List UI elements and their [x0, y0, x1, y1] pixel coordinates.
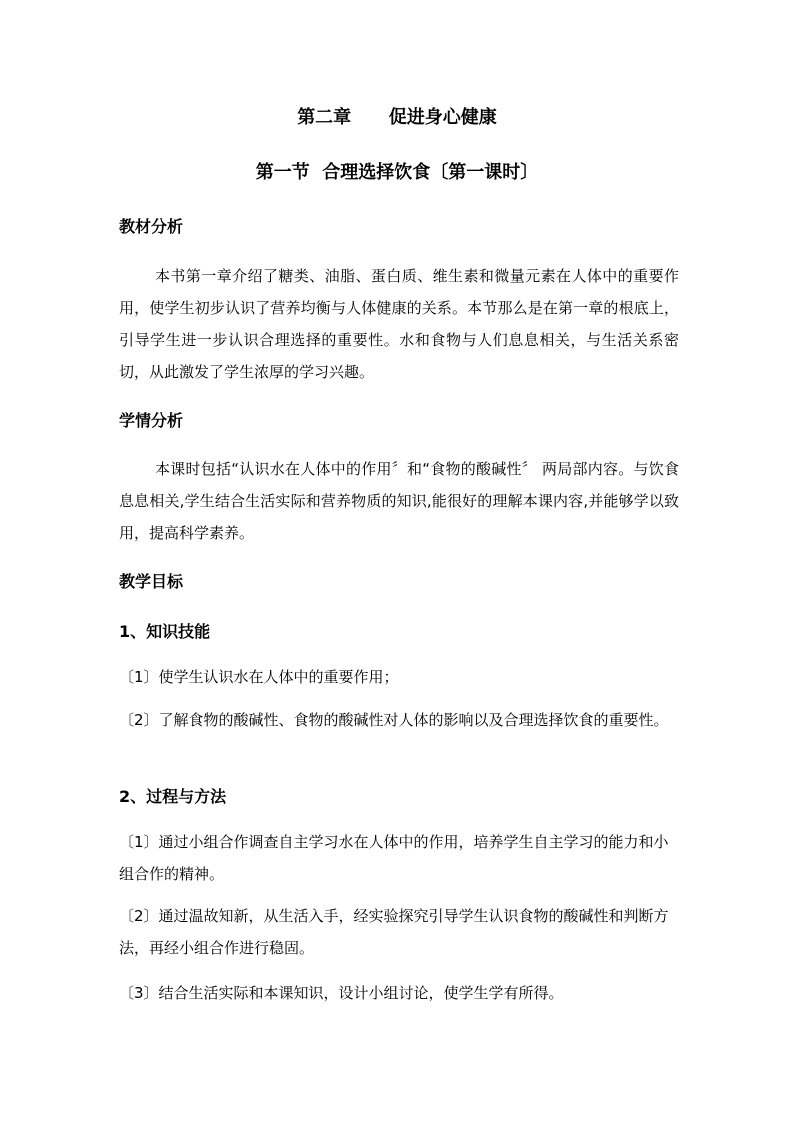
teaching-goals-heading: 教学目标 — [119, 572, 184, 591]
knowledge-item-1: 〔1〕使学生认识水在人体中的重要作用； — [119, 668, 399, 686]
student-analysis-heading: 学情分析 — [119, 411, 184, 430]
material-analysis-heading: 教材分析 — [119, 217, 184, 236]
process-item-2: 〔2〕通过温故知新，从生活入手，经实验探究引导学生认识食物的酸碱性和判断方法，再经小组合作进行稳固。 — [119, 907, 669, 957]
process-item-1: 〔1〕通过小组合作调查自主学习水在人体中的作用，培养学生自主学习的能力和小组合作的精神。 — [119, 833, 669, 883]
knowledge-skills-heading: 1、知识技能 — [119, 622, 211, 641]
student-analysis-text: 本课时包括“认识水在人体中的作用〞和“食物的酸碱性〞 两局部内容。与饮食息息相关,学生结合生活实际和营养物质的知识,能很好的理解本课内容,并能够学以致用，提高科学素养。 — [119, 460, 679, 542]
process-item-3: 〔3〕结合生活实际和本课知识，设计小组讨论，使学生学有所得。 — [119, 984, 564, 1002]
chapter-title: 第二章 促进身心健康 — [297, 107, 497, 128]
knowledge-item-2: 〔2〕了解食物的酸碱性、食物的酸碱性对人体的影响以及合理选择饮食的重要性。 — [119, 711, 669, 729]
material-analysis-text: 本书第一章介绍了糖类、油脂、蛋白质、维生素和微量元素在人体中的重要作用，使学生初步认识了营养均衡与人体健康的关系。本节那么是在第一章的根底上，引导学生进一步认识合理选择的重要性。水和食物与人们息息相关，与生活关系密切，从此激发了学生浓厚的学习兴趣。 — [119, 267, 679, 381]
process-methods-heading: 2、过程与方法 — [119, 787, 227, 806]
section-title: 第一节 合理选择饮食〔第一课时〕 — [255, 162, 539, 183]
